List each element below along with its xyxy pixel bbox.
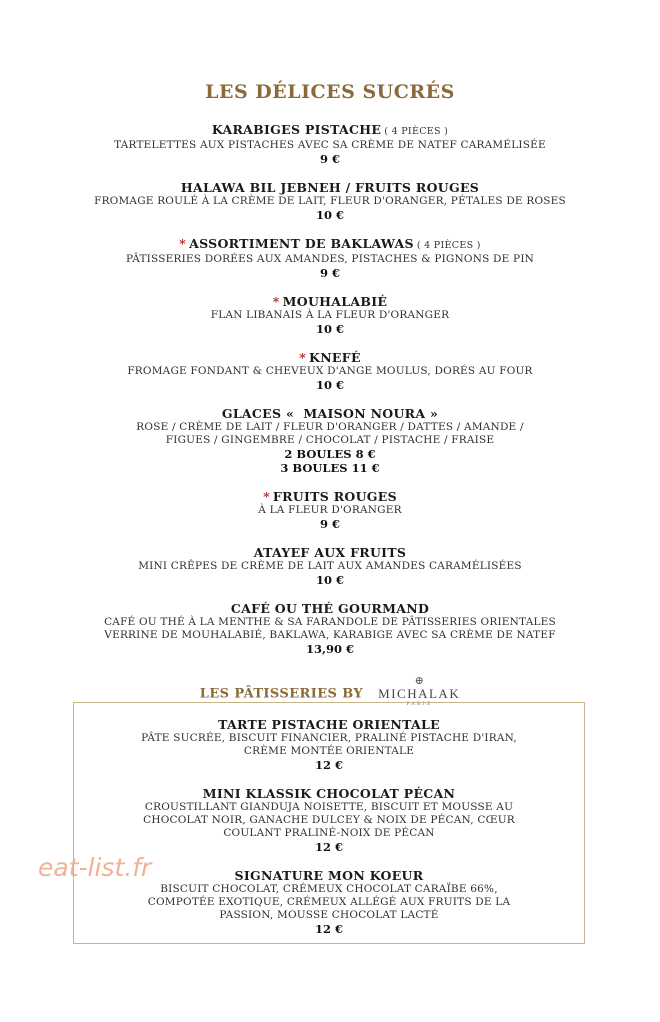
- item-description: ROSE / CRÈME DE LAIT / FLEUR D'ORANGER / DATTES / AMANDE /: [136, 421, 524, 433]
- item-price: 13,90 €: [305, 642, 355, 656]
- star-marker: *: [272, 294, 280, 309]
- item-description: COMPOTÉE EXOTIQUE, CRÉMEUX ALLÉGÉ AUX FRUITS DE LA: [147, 896, 511, 908]
- item-price: 10 €: [315, 322, 344, 336]
- item-description: CROUSTILLANT GIANDUJA NOISETTE, BISCUIT ET MOUSSE AU: [144, 801, 514, 813]
- item-price: 10 €: [315, 208, 344, 222]
- item-price: 10 €: [315, 378, 344, 392]
- item-note: ( 4 PIÈCES ): [416, 240, 481, 251]
- item-description: MINI CRÊPES DE CRÈME DE LAIT AUX AMANDES CARAMÉLISÉES: [138, 560, 522, 572]
- item-price: 3 BOULES 11 €: [280, 461, 380, 475]
- item-description: PÂTE SUCRÉE, BISCUIT FINANCIER, PRALINÉ PISTACHE D'IRAN,: [141, 732, 517, 744]
- item-name: FRUITS ROUGES: [272, 489, 397, 504]
- item-price: 9 €: [319, 517, 340, 531]
- item-name: ASSORTIMENT DE BAKLAWAS: [189, 236, 414, 251]
- menu-item: [0, 350, 660, 392]
- item-description: VERRINE DE MOUHALABIÉ, BAKLAWA, KARABIGE AVEC SA CRÈME DE NATEF: [104, 629, 556, 641]
- item-description: FROMAGE FONDANT & CHEVEUX D'ANGE MOULUS, DORÉS AU FOUR: [127, 365, 533, 377]
- item-name: MOUHALABIÉ: [282, 294, 388, 309]
- item-description: CRÈME MONTÉE ORIENTALE: [243, 745, 415, 757]
- item-description: TARTELETTES AUX PISTACHES AVEC SA CRÈME DE NATEF CARAMÉLISÉE: [114, 139, 546, 151]
- item-price: 2 BOULES 8 €: [284, 447, 376, 461]
- item-name: TARTE PISTACHE ORIENTALE: [218, 717, 440, 732]
- item-description: PÂTISSERIES DORÉES AUX AMANDES, PISTACHES & PIGNONS DE PIN: [125, 253, 535, 265]
- menu-item: [74, 717, 584, 772]
- menu-item: [0, 122, 660, 166]
- item-description: À LA FLEUR D'ORANGER: [258, 504, 402, 516]
- item-name: GLACES « MAISON NOURA »: [221, 406, 439, 421]
- item-description: COULANT PRALINÉ-NOIX DE PÉCAN: [223, 827, 435, 839]
- item-price: 12 €: [314, 922, 343, 936]
- item-description: FIGUES / GINGEMBRE / CHOCOLAT / PISTACHE / FRAISE: [165, 434, 495, 446]
- item-name: HALAWA BIL JEBNEH / FRUITS ROUGES: [180, 180, 480, 195]
- item-name-line: [0, 406, 660, 421]
- item-description: PASSION, MOUSSE CHOCOLAT LACTÉ: [219, 909, 439, 921]
- patisseries-box: [73, 702, 585, 944]
- menu-item: [0, 545, 660, 587]
- item-description: CHOCOLAT NOIR, GANACHE DULCEY & NOIX DE PÉCAN, CŒUR: [143, 814, 515, 826]
- brand-mark-icon: ⊕: [414, 674, 424, 687]
- item-description: FLAN LIBANAIS À LA FLEUR D'ORANGER: [210, 309, 450, 321]
- item-name-line: [0, 350, 660, 365]
- item-name: CAFÉ OU THÉ GOURMAND: [230, 601, 430, 616]
- item-name: SIGNATURE MON KOEUR: [234, 868, 424, 883]
- menu-item: [0, 406, 660, 475]
- menu-item: [74, 786, 584, 854]
- item-name-line: [0, 294, 660, 309]
- watermark: eat-list.fr: [38, 853, 152, 882]
- star-marker: *: [179, 236, 187, 251]
- item-price: 9 €: [319, 266, 340, 280]
- item-name-line: [0, 122, 660, 139]
- star-marker: *: [263, 489, 270, 504]
- item-price: 12 €: [314, 758, 343, 772]
- item-price: 10 €: [315, 573, 344, 587]
- menu-list: [0, 122, 660, 670]
- item-price: 9 €: [319, 152, 340, 166]
- item-name: KNEFÉ: [309, 350, 361, 365]
- patisseries-label: LES PÂTISSERIES BY: [199, 686, 364, 702]
- item-name-line: [0, 601, 660, 616]
- item-name-line: [0, 489, 660, 504]
- menu-item: [0, 489, 660, 531]
- item-name-line: [0, 180, 660, 195]
- item-description: BISCUIT CHOCOLAT, CRÉMEUX CHOCOLAT CARAÏBE 66%,: [160, 883, 498, 895]
- item-price: 12 €: [314, 840, 343, 854]
- item-name: MINI KLASSIK CHOCOLAT PÉCAN: [202, 786, 456, 801]
- menu-item: [0, 236, 660, 280]
- menu-item: [0, 180, 660, 222]
- brand-sub: PARIS: [406, 701, 433, 707]
- item-note: ( 4 PIÈCES ): [384, 126, 449, 137]
- item-description: FROMAGE ROULÉ À LA CRÈME DE LAIT, FLEUR D'ORANGER, PÉTALES DE ROSES: [94, 195, 566, 207]
- item-name-line: [0, 236, 660, 253]
- star-marker: *: [299, 350, 307, 365]
- page-title: LES DÉLICES SUCRÉS: [205, 81, 455, 103]
- item-name: ATAYEF AUX FRUITS: [253, 545, 407, 560]
- item-name: KARABIGES PISTACHE: [211, 122, 382, 137]
- menu-item: [0, 601, 660, 656]
- menu-item: [0, 294, 660, 336]
- brand-name: MICHALAK: [378, 686, 461, 701]
- item-description: CAFÉ OU THÉ À LA MENTHE & SA FARANDOLE DE PÂTISSERIES ORIENTALES: [104, 616, 556, 628]
- item-name-line: [0, 545, 660, 560]
